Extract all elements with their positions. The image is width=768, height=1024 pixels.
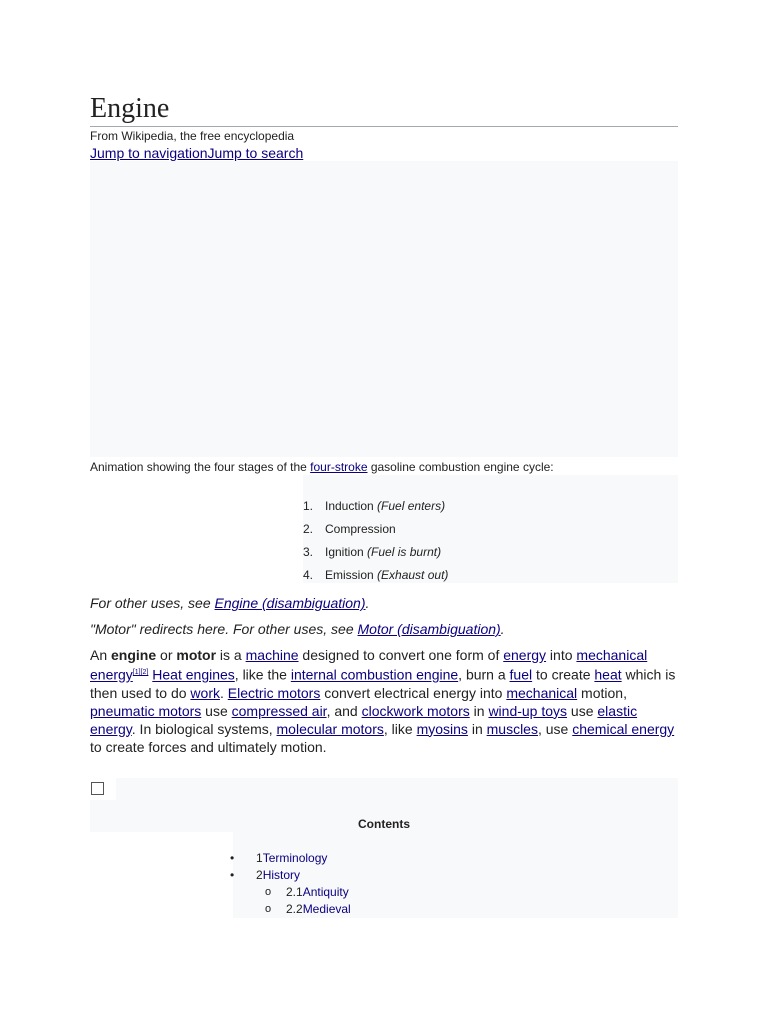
- stage-label: Compression: [325, 522, 396, 536]
- toc-item[interactable]: [230, 901, 351, 918]
- jump-links: [90, 145, 303, 162]
- stage-number: 2.: [303, 522, 314, 536]
- toc-number: 2.1: [286, 885, 303, 899]
- toc-title: Contents: [358, 817, 410, 831]
- stage-item: [303, 522, 448, 545]
- lead-text: , and: [326, 702, 362, 719]
- lead-text: designed to convert one form of: [298, 647, 504, 663]
- work-link[interactable]: work: [190, 684, 220, 701]
- stage-item: [303, 499, 448, 522]
- toc-link-antiquity[interactable]: Antiquity: [302, 885, 349, 899]
- engine-animation-image[interactable]: [90, 161, 678, 457]
- site-tagline: From Wikipedia, the free encyclopedia: [90, 129, 295, 143]
- molecular-motors-link[interactable]: molecular motors: [276, 720, 384, 737]
- mechanical-link[interactable]: mechanical: [506, 684, 578, 701]
- energy-link[interactable]: energy: [503, 647, 547, 663]
- chemical-energy-link[interactable]: chemical energy: [572, 720, 675, 737]
- electric-motors-link[interactable]: Electric motors: [227, 684, 321, 701]
- bold-term-engine: engine: [111, 647, 157, 663]
- page-title: Engine: [90, 92, 678, 127]
- hatnote-motor: "Motor" redirects here. For other uses, see Motor (disambiguation).: [90, 621, 505, 637]
- citation-link[interactable]: [1][2]: [132, 669, 149, 676]
- four-stroke-link[interactable]: four-stroke: [310, 460, 368, 474]
- lead-text: , like: [383, 720, 417, 737]
- lead-text: .: [219, 684, 228, 701]
- stage-label: Ignition: [325, 545, 364, 559]
- stage-number: 1.: [303, 499, 314, 513]
- jump-to-search-link[interactable]: Jump to search: [207, 145, 304, 161]
- toc-number: 2: [256, 868, 263, 882]
- toc-item[interactable]: [230, 850, 351, 867]
- lead-text: . In biological systems,: [131, 720, 277, 737]
- bold-term-motor: motor: [176, 647, 217, 663]
- circle-bullet-icon: o: [265, 886, 272, 898]
- caption-text: Animation showing the four stages of the: [90, 460, 311, 474]
- bullet-icon: •: [230, 868, 235, 882]
- mechanical-energy-link[interactable]: mechanical energy: [90, 647, 648, 683]
- lead-paragraph: [90, 646, 680, 756]
- toc-item[interactable]: [230, 884, 351, 901]
- caption-text-end: gasoline combustion engine cycle:: [367, 460, 554, 474]
- lead-text: , burn a: [458, 666, 510, 683]
- clockwork-motors-link[interactable]: clockwork motors: [361, 702, 470, 719]
- toc-link-medieval[interactable]: Medieval: [302, 902, 351, 916]
- toc-link-terminology[interactable]: Terminology: [262, 851, 328, 865]
- lead-text: or: [156, 647, 177, 663]
- machine-link[interactable]: machine: [245, 647, 299, 663]
- stage-note: (Exhaust out): [377, 568, 449, 582]
- stage-note: (Fuel enters): [377, 499, 446, 513]
- heat-engines-link[interactable]: Heat engines: [152, 666, 235, 683]
- stage-note: (Fuel is burnt): [367, 545, 442, 559]
- elastic-energy-link[interactable]: elastic energy: [90, 702, 638, 737]
- image-caption: [90, 460, 678, 474]
- lead-text: to create forces and ultimately motion.: [90, 738, 327, 755]
- stage-item: [303, 545, 448, 568]
- stage-list: [303, 499, 448, 591]
- wind-up-toys-link[interactable]: wind-up toys: [488, 702, 568, 719]
- pneumatic-motors-link[interactable]: pneumatic motors: [90, 702, 202, 719]
- lead-text: use: [201, 702, 232, 719]
- stage-number: 4.: [303, 568, 314, 582]
- jump-to-navigation-link[interactable]: Jump to navigation: [90, 145, 208, 161]
- toc-item[interactable]: [230, 867, 351, 884]
- motor-disambiguation-link[interactable]: Motor (disambiguation): [357, 621, 501, 637]
- compressed-air-link[interactable]: compressed air: [231, 702, 327, 719]
- circle-bullet-icon: o: [265, 903, 272, 915]
- engine-disambiguation-link[interactable]: Engine (disambiguation): [214, 595, 366, 611]
- myosins-link[interactable]: myosins: [416, 720, 468, 737]
- toc-link-history[interactable]: History: [262, 868, 301, 882]
- lead-text: is a: [216, 647, 246, 663]
- stage-label: Induction: [325, 499, 374, 513]
- hatnote-text: For other uses, see: [90, 595, 215, 611]
- lead-text: , like the: [234, 666, 291, 683]
- lead-text: use: [567, 702, 598, 719]
- toc-list: [230, 850, 351, 918]
- hatnote-text: "Motor" redirects here. For other uses, see: [90, 621, 358, 637]
- lead-text: in: [467, 720, 487, 737]
- lead-text: which is then used to do: [90, 666, 676, 701]
- lead-text: An: [90, 647, 112, 663]
- hatnote-engine: For other uses, see Engine (disambiguation).: [90, 595, 370, 611]
- lead-text: to create: [532, 666, 595, 683]
- stage-label: Emission: [325, 568, 374, 582]
- lead-text: motion,: [577, 684, 627, 701]
- lead-text: , use: [537, 720, 573, 737]
- toc-left-gap: [90, 832, 233, 918]
- toc-number: 2.2: [286, 902, 303, 916]
- toc-toggle-checkbox[interactable]: [91, 782, 104, 795]
- lead-text: into: [546, 647, 577, 663]
- heat-link[interactable]: heat: [594, 666, 622, 683]
- muscles-link[interactable]: muscles: [486, 720, 538, 737]
- lead-text: in: [469, 702, 489, 719]
- stage-number: 3.: [303, 545, 314, 559]
- fuel-link[interactable]: fuel: [509, 666, 533, 683]
- internal-combustion-engine-link[interactable]: internal combustion engine: [290, 666, 459, 683]
- toc-number: 1: [256, 851, 263, 865]
- stage-item: [303, 568, 448, 591]
- lead-text: convert electrical energy into: [320, 684, 507, 701]
- bullet-icon: •: [230, 851, 235, 865]
